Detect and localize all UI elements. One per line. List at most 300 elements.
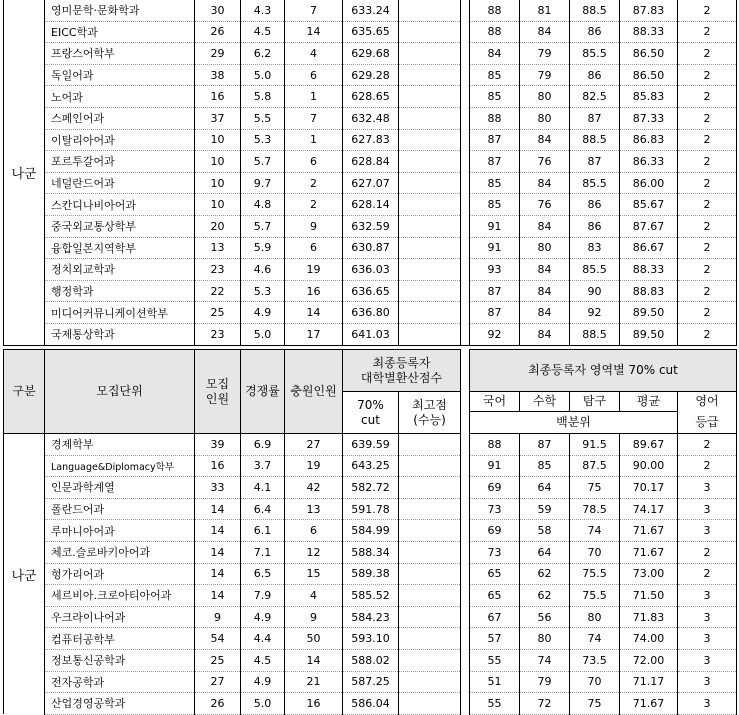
cell-extra: 9 — [285, 606, 343, 628]
cell-eng: 2 — [678, 43, 737, 65]
cell-inq: 88.5 — [570, 323, 620, 345]
cell-quota: 33 — [195, 477, 241, 499]
cell-extra: 2 — [285, 172, 343, 194]
cell-eng: 2 — [678, 172, 737, 194]
cell-avg: 73.00 — [620, 563, 678, 585]
cell-cut70: 587.25 — [343, 671, 399, 693]
cell-top — [399, 194, 461, 216]
cell-cut70: 629.68 — [343, 43, 399, 65]
cell-rate: 5.5 — [241, 107, 285, 129]
cell-kor: 88 — [470, 107, 520, 129]
cell-math: 62 — [520, 563, 570, 585]
cell-eng: 2 — [678, 107, 737, 129]
cell-quota: 20 — [195, 215, 241, 237]
cell-eng: 2 — [678, 129, 737, 151]
table-row — [4, 43, 737, 65]
spacer-cell — [461, 671, 470, 693]
cell-cut70: 643.25 — [343, 455, 399, 477]
cell-eng: 3 — [678, 585, 737, 607]
cell-name: 체코.슬로바키아어과 — [45, 541, 195, 563]
cell-inq: 83 — [570, 237, 620, 259]
spacer-cell — [461, 0, 470, 21]
cell-avg: 89.50 — [620, 323, 678, 345]
table-row — [4, 280, 737, 302]
cell-eng: 3 — [678, 606, 737, 628]
header-math: 수학 — [520, 392, 570, 412]
header-eng: 영어 — [678, 392, 737, 412]
cell-quota: 39 — [195, 434, 241, 455]
cell-kor: 84 — [470, 43, 520, 65]
cell-rate: 5.0 — [241, 693, 285, 715]
cell-math: 84 — [520, 280, 570, 302]
cell-avg: 86.67 — [620, 237, 678, 259]
cell-name: Language&Diplomacy학부 — [45, 455, 195, 477]
cell-kor: 92 — [470, 323, 520, 345]
table-row — [4, 585, 737, 607]
cell-cut70: 636.03 — [343, 259, 399, 281]
cell-cut70: 628.14 — [343, 194, 399, 216]
cell-inq: 90 — [570, 280, 620, 302]
cell-extra: 15 — [285, 563, 343, 585]
cell-inq: 70 — [570, 541, 620, 563]
table-row — [4, 477, 737, 499]
cell-extra: 14 — [285, 649, 343, 671]
cell-top — [399, 563, 461, 585]
cell-avg: 86.50 — [620, 43, 678, 65]
cell-math: 79 — [520, 64, 570, 86]
table-row — [4, 151, 737, 173]
cell-inq: 75.5 — [570, 563, 620, 585]
cell-kor: 87 — [470, 280, 520, 302]
spacer-cell — [461, 21, 470, 43]
cell-inq: 87 — [570, 107, 620, 129]
header-kor: 국어 — [470, 392, 520, 412]
cell-rate: 4.3 — [241, 0, 285, 21]
spacer-cell — [461, 259, 470, 281]
cell-top — [399, 498, 461, 520]
cell-math: 80 — [520, 628, 570, 650]
cell-math: 84 — [520, 129, 570, 151]
table-row — [4, 172, 737, 194]
cell-avg: 86.50 — [620, 64, 678, 86]
cell-rate: 4.9 — [241, 606, 285, 628]
cell-avg: 88.33 — [620, 259, 678, 281]
cell-quota: 9 — [195, 606, 241, 628]
cell-quota: 16 — [195, 86, 241, 108]
table-row — [4, 649, 737, 671]
spacer-cell — [461, 64, 470, 86]
cell-inq: 85.5 — [570, 172, 620, 194]
cell-quota: 27 — [195, 671, 241, 693]
cell-rate: 6.1 — [241, 520, 285, 542]
cell-kor: 69 — [470, 520, 520, 542]
cell-inq: 70 — [570, 671, 620, 693]
cell-cut70: 630.87 — [343, 237, 399, 259]
cell-top — [399, 151, 461, 173]
cell-quota: 14 — [195, 520, 241, 542]
cell-name: 노어과 — [45, 86, 195, 108]
cell-avg: 71.83 — [620, 606, 678, 628]
cell-cut70: 632.59 — [343, 215, 399, 237]
cell-quota: 37 — [195, 107, 241, 129]
table-row — [4, 21, 737, 43]
table-row — [4, 671, 737, 693]
cell-quota: 26 — [195, 21, 241, 43]
spacer-cell — [461, 649, 470, 671]
cell-kor: 91 — [470, 237, 520, 259]
group-cell: 나군 — [4, 0, 45, 345]
cell-kor: 88 — [470, 21, 520, 43]
cell-eng: 2 — [678, 259, 737, 281]
cell-top — [399, 455, 461, 477]
cell-eng: 2 — [678, 302, 737, 324]
cell-rate: 5.3 — [241, 280, 285, 302]
cell-eng: 2 — [678, 0, 737, 21]
cell-eng: 2 — [678, 434, 737, 455]
cell-quota: 10 — [195, 172, 241, 194]
cell-rate: 4.6 — [241, 259, 285, 281]
cell-quota: 14 — [195, 585, 241, 607]
cell-kor: 65 — [470, 563, 520, 585]
cell-top — [399, 280, 461, 302]
cell-quota: 23 — [195, 323, 241, 345]
cell-quota: 10 — [195, 194, 241, 216]
header-unit: 모집단위 — [45, 350, 195, 434]
header-area-cut: 최종등록자 영역별 70% cut — [470, 350, 737, 392]
cell-name: 융합일본지역학부 — [45, 237, 195, 259]
cell-eng: 2 — [678, 21, 737, 43]
table-header — [3, 349, 737, 434]
cell-math: 62 — [520, 585, 570, 607]
cell-math: 56 — [520, 606, 570, 628]
cell-inq: 86 — [570, 21, 620, 43]
cell-extra: 12 — [285, 541, 343, 563]
cell-rate: 4.1 — [241, 477, 285, 499]
cell-math: 87 — [520, 434, 570, 455]
cell-top — [399, 302, 461, 324]
cell-math: 84 — [520, 259, 570, 281]
cell-top — [399, 0, 461, 21]
cell-rate: 4.9 — [241, 302, 285, 324]
table-row — [4, 563, 737, 585]
cell-top — [399, 86, 461, 108]
cell-avg: 71.17 — [620, 671, 678, 693]
cell-extra: 4 — [285, 585, 343, 607]
cell-name: 미디어커뮤니케이션학부 — [45, 302, 195, 324]
cell-name: 세르비아.크로아티아어과 — [45, 585, 195, 607]
cell-eng: 2 — [678, 563, 737, 585]
cell-math: 81 — [520, 0, 570, 21]
cell-cut70: 636.80 — [343, 302, 399, 324]
spacer-cell — [461, 585, 470, 607]
cell-top — [399, 606, 461, 628]
cell-quota: 38 — [195, 64, 241, 86]
cell-kor: 57 — [470, 628, 520, 650]
cell-extra: 9 — [285, 215, 343, 237]
cell-name: 인문과학계열 — [45, 477, 195, 499]
cell-avg: 86.83 — [620, 129, 678, 151]
cell-rate: 6.2 — [241, 43, 285, 65]
spacer-cell — [461, 498, 470, 520]
cell-avg: 88.33 — [620, 21, 678, 43]
cell-avg: 74.00 — [620, 628, 678, 650]
cell-eng: 2 — [678, 64, 737, 86]
cell-inq: 75 — [570, 477, 620, 499]
cell-eng: 2 — [678, 215, 737, 237]
cell-kor: 51 — [470, 671, 520, 693]
cell-eng: 2 — [678, 237, 737, 259]
spacer-cell — [461, 280, 470, 302]
cell-eng: 3 — [678, 498, 737, 520]
cell-rate: 5.9 — [241, 237, 285, 259]
cell-name: 행정학과 — [45, 280, 195, 302]
cell-math: 84 — [520, 21, 570, 43]
cell-inq: 74 — [570, 520, 620, 542]
table-row — [4, 606, 737, 628]
cell-quota: 30 — [195, 0, 241, 21]
cell-name: 포르투갈어과 — [45, 151, 195, 173]
cell-name: 폴란드어과 — [45, 498, 195, 520]
spacer-cell — [461, 628, 470, 650]
cell-name: 정보통신공학과 — [45, 649, 195, 671]
cell-extra: 4 — [285, 43, 343, 65]
spacer-cell — [461, 606, 470, 628]
cell-rate: 4.8 — [241, 194, 285, 216]
cell-math: 84 — [520, 172, 570, 194]
cell-name: 산업경영공학과 — [45, 693, 195, 715]
cell-kor: 85 — [470, 172, 520, 194]
cell-inq: 80 — [570, 606, 620, 628]
cell-quota: 23 — [195, 259, 241, 281]
cell-extra: 6 — [285, 64, 343, 86]
spacer-cell — [461, 129, 470, 151]
spacer-cell — [461, 194, 470, 216]
spacer-cell — [461, 541, 470, 563]
cell-cut70: 641.03 — [343, 323, 399, 345]
cell-quota: 14 — [195, 498, 241, 520]
cell-math: 64 — [520, 477, 570, 499]
cell-inq: 86 — [570, 215, 620, 237]
cell-extra: 7 — [285, 107, 343, 129]
cell-cut70: 636.65 — [343, 280, 399, 302]
cell-rate: 7.1 — [241, 541, 285, 563]
cell-name: 독일어과 — [45, 64, 195, 86]
header-final-score: 최종등록자 대학별환산점수 — [343, 350, 461, 392]
cell-name: 경제학부 — [45, 434, 195, 455]
cell-name: 중국외교통상학부 — [45, 215, 195, 237]
cell-kor: 91 — [470, 455, 520, 477]
cell-quota: 14 — [195, 563, 241, 585]
cell-name: 스칸디나비아어과 — [45, 194, 195, 216]
spacer-cell — [461, 477, 470, 499]
cell-rate: 7.9 — [241, 585, 285, 607]
cell-math: 85 — [520, 455, 570, 477]
cell-extra: 50 — [285, 628, 343, 650]
cell-quota: 13 — [195, 237, 241, 259]
spacer-cell — [461, 434, 470, 455]
cell-top — [399, 323, 461, 345]
cell-name: 헝가리어과 — [45, 563, 195, 585]
cell-math: 80 — [520, 107, 570, 129]
cell-eng: 3 — [678, 649, 737, 671]
cell-cut70: 639.59 — [343, 434, 399, 455]
cell-avg: 71.67 — [620, 693, 678, 715]
cell-top — [399, 215, 461, 237]
cell-inq: 91.5 — [570, 434, 620, 455]
spacer-cell — [461, 107, 470, 129]
cell-eng: 3 — [678, 671, 737, 693]
cell-rate: 4.9 — [241, 671, 285, 693]
cell-top — [399, 477, 461, 499]
cell-cut70: 628.84 — [343, 151, 399, 173]
cell-name: 정치외교학과 — [45, 259, 195, 281]
spacer-cell — [461, 86, 470, 108]
spacer-cell — [461, 237, 470, 259]
cell-kor: 55 — [470, 649, 520, 671]
cell-cut70: 633.24 — [343, 0, 399, 21]
cell-kor: 93 — [470, 259, 520, 281]
cell-kor: 87 — [470, 302, 520, 324]
cell-inq: 87 — [570, 151, 620, 173]
cell-avg: 86.00 — [620, 172, 678, 194]
cell-avg: 71.67 — [620, 520, 678, 542]
table-row — [4, 0, 737, 21]
cell-inq: 78.5 — [570, 498, 620, 520]
cell-name: 국제통상학과 — [45, 323, 195, 345]
cell-rate: 5.7 — [241, 215, 285, 237]
cell-rate: 6.5 — [241, 563, 285, 585]
cell-avg: 70.17 — [620, 477, 678, 499]
header-extra: 충원인원 — [285, 350, 343, 434]
cell-extra: 16 — [285, 280, 343, 302]
cell-math: 76 — [520, 151, 570, 173]
cell-inq: 88.5 — [570, 0, 620, 21]
cell-kor: 87 — [470, 129, 520, 151]
table-row — [4, 628, 737, 650]
cell-extra: 1 — [285, 86, 343, 108]
cell-top — [399, 237, 461, 259]
cell-quota: 10 — [195, 151, 241, 173]
cell-extra: 13 — [285, 498, 343, 520]
table-row — [4, 64, 737, 86]
cell-kor: 85 — [470, 194, 520, 216]
cell-inq: 75.5 — [570, 585, 620, 607]
cell-top — [399, 520, 461, 542]
cell-avg: 89.67 — [620, 434, 678, 455]
cell-cut70: 582.72 — [343, 477, 399, 499]
cell-rate: 9.7 — [241, 172, 285, 194]
cell-top — [399, 172, 461, 194]
cell-rate: 5.0 — [241, 323, 285, 345]
cell-name: 스페인어과 — [45, 107, 195, 129]
cell-quota: 14 — [195, 541, 241, 563]
spacer-cell — [461, 151, 470, 173]
cell-quota: 16 — [195, 455, 241, 477]
cell-avg: 89.50 — [620, 302, 678, 324]
cell-eng: 2 — [678, 541, 737, 563]
cell-rate: 4.4 — [241, 628, 285, 650]
cell-rate: 4.5 — [241, 21, 285, 43]
header-avg: 평균 — [620, 392, 678, 412]
header-grade: 등급 — [678, 412, 737, 434]
table-top-body — [4, 0, 737, 345]
cell-inq: 86 — [570, 194, 620, 216]
cell-rate: 5.0 — [241, 64, 285, 86]
cell-avg: 87.33 — [620, 107, 678, 129]
cell-extra: 27 — [285, 434, 343, 455]
cell-eng: 2 — [678, 455, 737, 477]
cell-extra: 21 — [285, 671, 343, 693]
cell-inq: 85.5 — [570, 259, 620, 281]
cell-avg: 74.17 — [620, 498, 678, 520]
cell-name: 루마니아어과 — [45, 520, 195, 542]
table-row — [4, 455, 737, 477]
table-row — [4, 237, 737, 259]
cell-extra: 19 — [285, 259, 343, 281]
cell-top — [399, 129, 461, 151]
cell-name: 전자공학과 — [45, 671, 195, 693]
spacer-cell — [461, 323, 470, 345]
cell-math: 84 — [520, 323, 570, 345]
cell-rate: 6.9 — [241, 434, 285, 455]
cell-math: 59 — [520, 498, 570, 520]
cell-math: 74 — [520, 649, 570, 671]
cell-eng: 2 — [678, 151, 737, 173]
cell-kor: 55 — [470, 693, 520, 715]
cell-cut70: 588.02 — [343, 649, 399, 671]
spacer-cell — [461, 563, 470, 585]
cell-quota: 26 — [195, 693, 241, 715]
cell-kor: 73 — [470, 541, 520, 563]
cell-cut70: 584.23 — [343, 606, 399, 628]
cell-quota: 25 — [195, 649, 241, 671]
cell-extra: 19 — [285, 455, 343, 477]
cell-math: 80 — [520, 237, 570, 259]
cell-cut70: 586.04 — [343, 693, 399, 715]
cell-extra: 16 — [285, 693, 343, 715]
header-percentile: 백분위 — [470, 412, 678, 434]
cell-rate: 5.8 — [241, 86, 285, 108]
cell-top — [399, 649, 461, 671]
cell-math: 84 — [520, 302, 570, 324]
cell-kor: 73 — [470, 498, 520, 520]
cell-math: 72 — [520, 693, 570, 715]
cell-cut70: 591.78 — [343, 498, 399, 520]
header-gubun: 구분 — [4, 350, 45, 434]
table-row — [4, 302, 737, 324]
header-top-score: 최고점 (수능) — [399, 392, 461, 434]
cell-math: 58 — [520, 520, 570, 542]
cell-top — [399, 434, 461, 455]
cell-math: 84 — [520, 215, 570, 237]
cell-cut70: 635.65 — [343, 21, 399, 43]
cell-extra: 6 — [285, 237, 343, 259]
cell-math: 79 — [520, 43, 570, 65]
cell-rate: 4.5 — [241, 649, 285, 671]
cell-extra: 6 — [285, 151, 343, 173]
cell-avg: 87.67 — [620, 215, 678, 237]
cell-kor: 85 — [470, 86, 520, 108]
cell-top — [399, 259, 461, 281]
cell-avg: 85.67 — [620, 194, 678, 216]
cell-top — [399, 64, 461, 86]
header-inq: 탐구 — [570, 392, 620, 412]
header-rate: 경쟁률 — [241, 350, 285, 434]
cell-inq: 75 — [570, 693, 620, 715]
cell-math: 76 — [520, 194, 570, 216]
cell-quota: 29 — [195, 43, 241, 65]
cell-cut70: 585.52 — [343, 585, 399, 607]
